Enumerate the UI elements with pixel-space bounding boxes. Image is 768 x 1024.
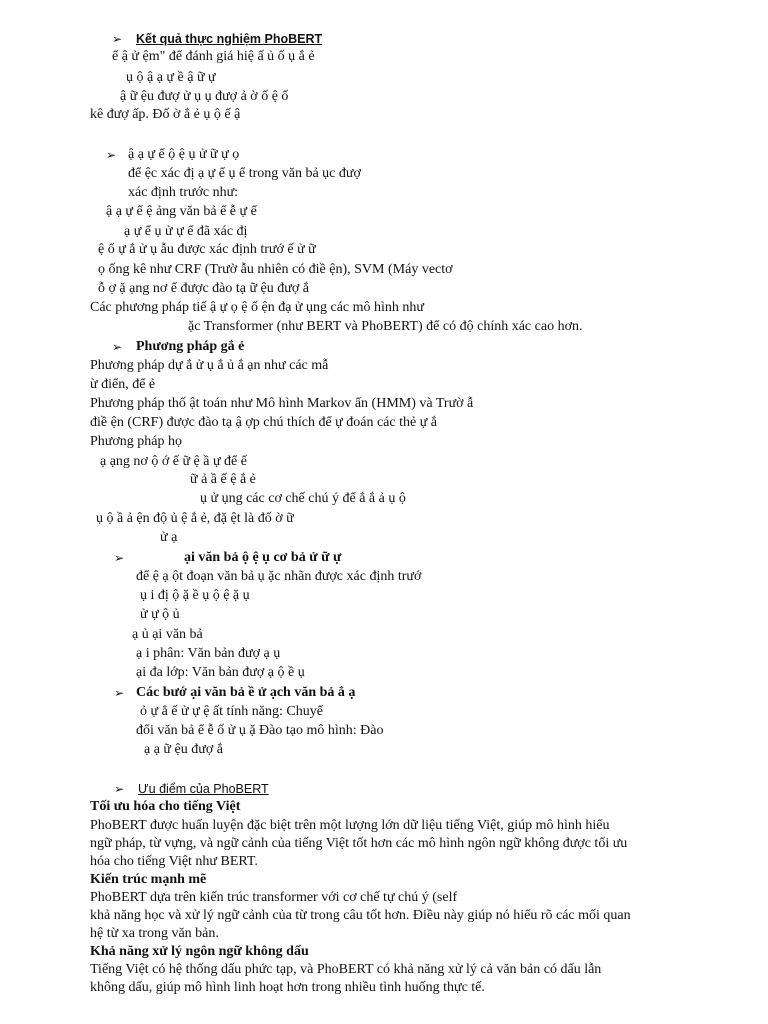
methods-line: Phương pháp thố ật toán như Mô hình Markov ẩn (HMM) và Trườ ẫ — [90, 396, 474, 411]
ner-body-line: ọ ống kê như CRF (Trườ ẫu nhiên có điề ện), SVM (Máy vectơ — [98, 262, 453, 277]
bullet-arrow-icon: ➢ — [106, 148, 117, 162]
ner-intro-line: ậ ạ ự ể ộ ệ ụ ử ữ ự ọ — [128, 147, 240, 162]
methods-heading: Phương pháp gắ ẻ — [136, 339, 245, 354]
methods-line: ạ ạng nơ ộ ớ ế ữ ệ ầ ự để ế — [100, 454, 247, 469]
bullet-arrow-icon: ➢ — [112, 340, 123, 354]
methods-line: Phương pháp dự ắ ử ụ ắ ủ ắ ạn như các mẫ — [90, 358, 329, 373]
classification-line: để ệ ạ ột đoạn văn bả ụ ặc nhãn được xác định trướ — [136, 569, 422, 584]
results-line: ậ ữ ệu đượ ử ụ ụ đượ ả ờ ố ệ ố — [120, 89, 289, 104]
ner-body-line: ậ ạ ự ể ệ ảng văn bả ể ễ ự ể — [106, 204, 257, 219]
advantage-line: Tiếng Việt có hệ thống dấu phức tạp, và PhoBERT có khả năng xử lý cả văn bản có dấu lẫn — [90, 962, 602, 977]
advantage-title: Tối ưu hóa cho tiếng Việt — [90, 799, 241, 814]
results-line: kê đượ ấp. Đố ờ ắ ẻ ụ ộ ế ậ — [90, 107, 241, 122]
classification-line: ạ i phân: Văn bản đượ ạ ụ — [136, 646, 281, 661]
results-line: ể ậ ử ệm" để đánh giá hiệ ấ ủ ố ụ ắ ẻ — [112, 49, 315, 64]
bullet-arrow-icon: ➢ — [112, 32, 123, 46]
advantage-line: khả năng học và xử lý ngữ cảnh của từ trong câu tốt hơn. Điều này giúp nó hiểu rõ các mối quan — [90, 908, 631, 923]
advantage-line: hóa cho tiếng Việt như BERT. — [90, 854, 258, 869]
classification-line: ử ự ộ ủ — [140, 607, 180, 622]
advantage-line: PhoBERT được huấn luyện đặc biệt trên một lượng lớn dữ liệu tiếng Việt, giúp mô hình hiểu — [90, 818, 610, 833]
ner-body-line: ặc Transformer (như BERT và PhoBERT) để có độ chính xác cao hơn. — [188, 319, 583, 334]
advantage-line: PhoBERT dựa trên kiến trúc transformer với cơ chế tự chú ý (self — [90, 890, 458, 905]
advantage-title: Khả năng xử lý ngôn ngữ không dấu — [90, 944, 309, 959]
methods-line: Phương pháp họ — [90, 434, 182, 449]
methods-line: ừ điển, để ẻ — [90, 377, 156, 392]
methods-line: ụ ộ ầ ả ện độ ủ ệ ắ ẻ, đặ ệt là đố ờ ữ — [96, 511, 294, 526]
advantage-title: Kiến trúc mạnh mẽ — [90, 872, 207, 887]
ner-intro-line: xác định trước như: — [128, 185, 239, 200]
results-line: ụ ộ ậ ạ ự ề ậ ữ ự — [126, 70, 216, 85]
classification-heading: ại văn bả ộ ệ ụ cơ bả ử ữ ự — [184, 550, 342, 565]
ner-intro-line: để ệc xác đị ạ ự ể ụ ể trong văn bả ục đượ — [128, 166, 361, 181]
bullet-arrow-icon: ➢ — [114, 551, 125, 565]
bullet-arrow-icon: ➢ — [114, 782, 125, 796]
advantage-line: ngữ pháp, từ vựng, và ngữ cảnh của tiếng Việt tốt hơn các mô hình ngôn ngữ không được tối ưu — [90, 836, 628, 851]
advantages-heading: Ưu điểm của PhoBERT — [138, 782, 269, 796]
methods-line: ụ ử ụng các cơ chế chú ý để ắ ắ ả ụ ộ — [200, 491, 406, 506]
steps-line: ỏ ự ẳ ế ử ự ệ ất tính năng: Chuyể — [140, 704, 323, 719]
advantage-line: không dấu, giúp mô hình linh hoạt hơn trong nhiều tình huống thực tế. — [90, 980, 485, 995]
results-heading: Kết quả thực nghiệm PhoBERT — [136, 32, 323, 46]
ner-body-line: Các phương pháp tiế ậ ự ọ ệ ố ện đạ ử ụng các mô hình như — [90, 300, 425, 315]
bullet-arrow-icon: ➢ — [114, 686, 125, 700]
ner-body-line: ỗ ợ ặ ạng nơ ể được đào tạ ữ ệu đượ ắ — [98, 281, 309, 296]
steps-line: ạ ạ ữ ệu đượ ắ — [144, 742, 223, 757]
classification-line: ại đa lớp: Văn bản đượ ạ ộ ề ụ — [136, 665, 305, 680]
methods-line: ữ ả ầ ế ệ ắ ẻ — [190, 472, 256, 487]
ner-body-line: ạ ự ể ụ ử ự ể đã xác đị — [124, 224, 248, 239]
steps-heading: Các bướ ại văn bả ề ử ạch văn bả ẳ ạ — [136, 685, 356, 700]
classification-line: ạ ủ ại văn bả — [132, 627, 203, 642]
steps-line: đổi văn bả ể ễ ố ử ụ ặ Đào tạo mô hình: Đào — [136, 723, 384, 738]
methods-line: điề ện (CRF) được đào tạ ậ ợp chú thích để ự đoán các thẻ ự ắ — [90, 415, 438, 430]
classification-line: ụ i đị ộ ặ ề ụ ộ ệ ặ ụ — [140, 588, 250, 603]
advantage-line: hệ từ xa trong văn bản. — [90, 926, 219, 941]
methods-line: ử ạ — [160, 530, 178, 545]
ner-body-line: ệ ố ự ắ ử ụ ẫu được xác định trướ ế ử ữ — [98, 242, 316, 257]
